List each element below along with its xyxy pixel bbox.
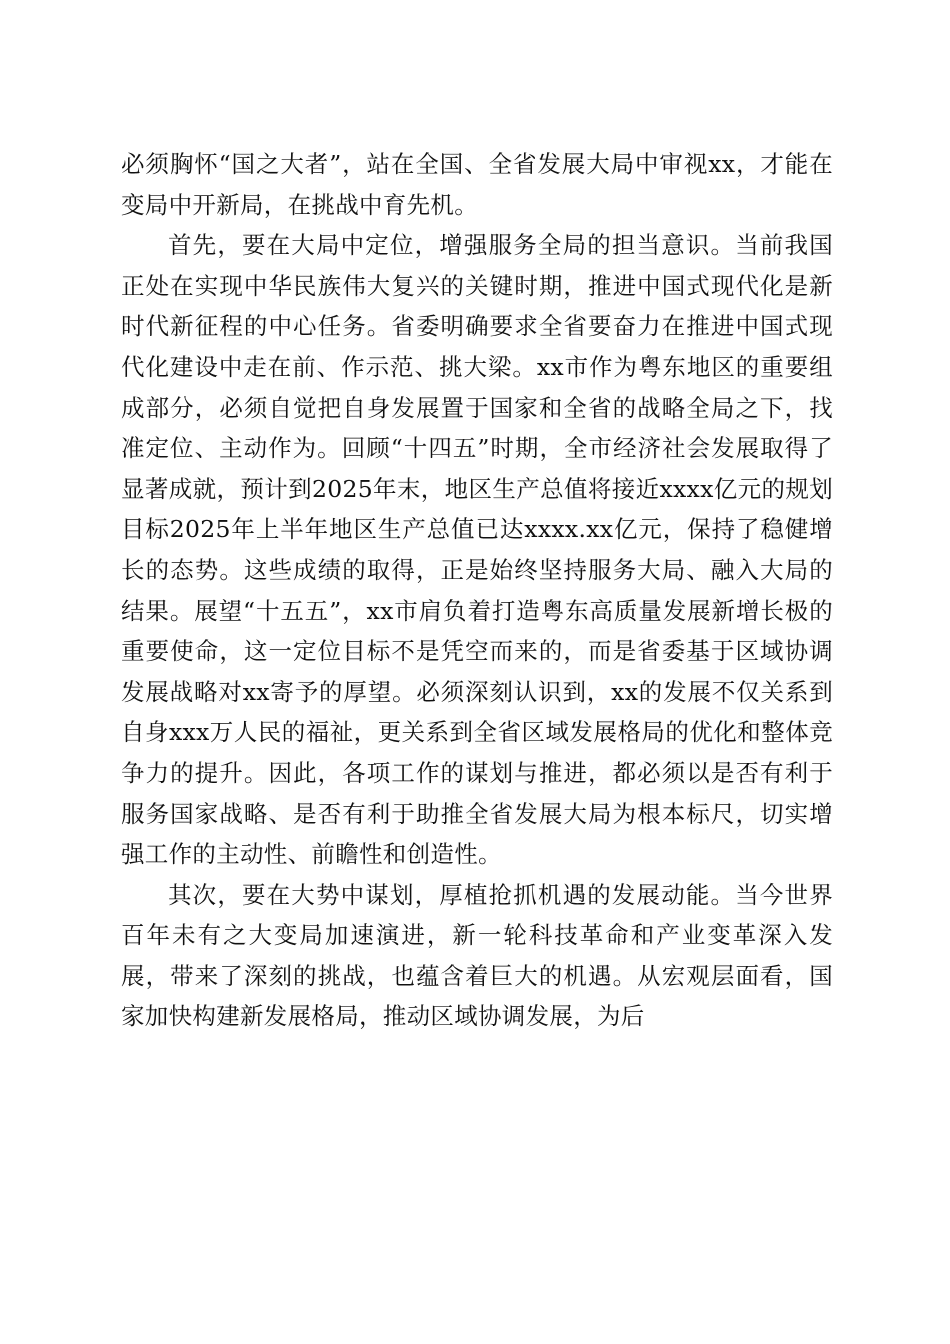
document-body — [121, 144, 833, 1037]
paragraph-second-point: 其次，要在大势中谋划，厚植抢抓机遇的发展动能。当今世界百年未有之大变局加速演进，新一轮科技革命和产业变革深入发展，带来了深刻的挑战，也蕴含着巨大的机遇。从宏观层面看，国家加快构建新发展格局，推动区域协调发展，为后 — [121, 880, 833, 1031]
paragraph-first-point: 首先，要在大局中定位，增强服务全局的担当意识。当前我国正处在实现中华民族伟大复兴的关键时期，推进中国式现代化是新时代新征程的中心任务。省委明确要求全省要奋力在推进中国式现代化建设中走在前、作示范、挑大梁。xx市作为粤东地区的重要组成部分，必须自觉把自身发展置于国家和全省的战略全局之下，找准定位、主动作为。回顾“十四五”时期，全市经济社会发展取得了显著成就，预计到2025年末，地区生产总值将接近xxxx亿元的规划目标2025年上半年地区生产总值已达xxxx.xx亿元，保持了稳健增长的态势。这些成绩的取得，正是始终坚持服务大局、融入大局的结果。展望“十五五”，xx市肩负着打造粤东高质量发展新增长极的重要使命，这一定位目标不是凭空而来的，而是省委基于区域协调发展战略对xx寄予的厚望。必须深刻认识到，xx的发展不仅关系到自身xxx万人民的福祉，更关系到全省区域发展格局的优化和整体竞争力的提升。因此，各项工作的谋划与推进，都必须以是否有利于服务国家战略、是否有利于助推全省发展大局为根本标尺，切实增强工作的主动性、前瞻性和创造性。 — [121, 231, 833, 869]
paragraph-continuation: 必须胸怀“国之大者”，站在全国、全省发展大局中审视xx，才能在变局中开新局，在挑战中育先机。 — [121, 150, 833, 219]
